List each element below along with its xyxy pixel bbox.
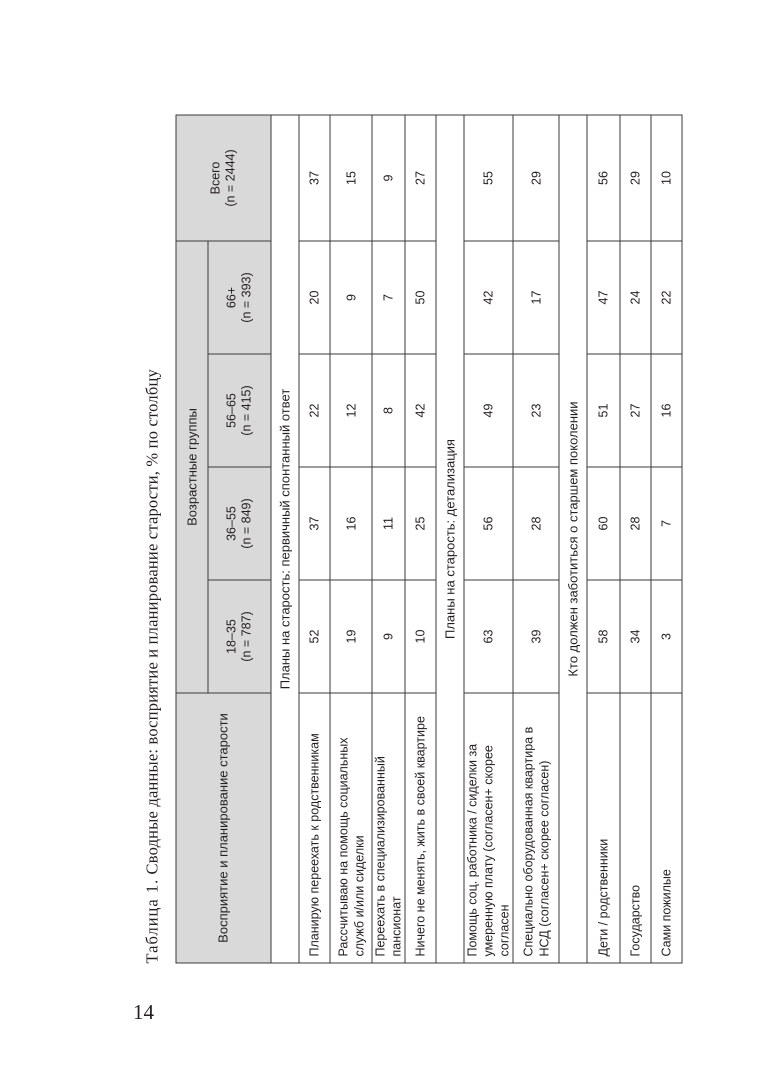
cell-value: 22 — [299, 354, 330, 467]
row-label: Сами пожилые — [651, 693, 682, 963]
cell-value: 27 — [405, 115, 436, 241]
age-group-n: (n = 787) — [239, 610, 253, 662]
cell-value: 27 — [620, 354, 651, 467]
section-title: Планы на старость: детализация — [436, 115, 464, 963]
cell-value: 9 — [372, 580, 405, 693]
summary-table — [175, 114, 682, 963]
cell-value: 37 — [299, 467, 330, 580]
cell-value: 9 — [330, 241, 372, 354]
cell-value: 42 — [405, 354, 436, 467]
cell-value: 51 — [587, 354, 620, 467]
cell-value: 19 — [330, 580, 372, 693]
cell-value: 28 — [513, 467, 559, 580]
cell-value: 34 — [620, 580, 651, 693]
header-age-group — [208, 354, 271, 467]
row-label: Ничего не менять, жить в своей квартире — [405, 693, 436, 963]
cell-value: 7 — [372, 241, 405, 354]
cell-value: 39 — [513, 580, 559, 693]
header-row-label: Восприятие и планирование старости — [176, 693, 271, 963]
section-title: Кто должен заботиться о старшем поколении — [559, 115, 587, 963]
cell-value: 29 — [620, 115, 651, 241]
cell-value: 25 — [405, 467, 436, 580]
cell-value: 49 — [464, 354, 513, 467]
age-group-range: 36–55 — [224, 505, 238, 541]
cell-value: 20 — [299, 241, 330, 354]
age-group-range: 56–65 — [224, 392, 238, 428]
cell-value: 17 — [513, 241, 559, 354]
table-row — [464, 115, 513, 963]
section-title: Планы на старость: первичный спонтанный ответ — [271, 115, 299, 963]
row-label: Помощь соц. работника / сиделки за умеренную плату (согласен+ скорее согласен — [464, 693, 513, 963]
cell-value: 50 — [405, 241, 436, 354]
cell-value: 29 — [513, 115, 559, 241]
table-row — [405, 115, 436, 963]
cell-value: 11 — [372, 467, 405, 580]
cell-value: 12 — [330, 354, 372, 467]
table-row — [620, 115, 651, 963]
row-label: Дети / родственники — [587, 693, 620, 963]
cell-value: 23 — [513, 354, 559, 467]
header-total-n: (n = 2444) — [223, 148, 237, 207]
row-label: Планирую переехать к родственникам — [299, 693, 330, 963]
age-group-n: (n = 393) — [239, 271, 253, 323]
header-total-label: Всего — [208, 161, 222, 194]
cell-value: 60 — [587, 467, 620, 580]
cell-value: 7 — [651, 467, 682, 580]
row-label: Переехать в специализированный пансионат — [372, 693, 405, 963]
cell-value: 15 — [330, 115, 372, 241]
cell-value: 58 — [587, 580, 620, 693]
cell-value: 10 — [651, 115, 682, 241]
age-group-range: 18–35 — [224, 618, 238, 654]
cell-value: 55 — [464, 115, 513, 241]
cell-value: 56 — [587, 115, 620, 241]
table-row — [513, 115, 559, 963]
header-age-groups: Возрастные группы — [176, 241, 208, 693]
table-row — [330, 115, 372, 963]
cell-value: 56 — [464, 467, 513, 580]
row-label: Рассчитываю на помощь социальных служб и/или сиделки — [330, 693, 372, 963]
header-total — [176, 115, 271, 241]
age-group-n: (n = 415) — [239, 384, 253, 436]
row-label: Специально оборудованная квартира в НСД (согласен+ скорее согласен) — [513, 693, 559, 963]
table-row — [587, 115, 620, 963]
table-caption — [142, 115, 162, 963]
table-caption-text: Сводные данные: восприятие и планирование старости, % по столбцу — [142, 368, 161, 874]
cell-value: 16 — [330, 467, 372, 580]
row-label: Государство — [620, 693, 651, 963]
age-group-range: 66+ — [224, 286, 238, 308]
age-group-n: (n = 849) — [239, 497, 253, 549]
header-age-group — [208, 241, 271, 354]
cell-value: 28 — [620, 467, 651, 580]
cell-value: 52 — [299, 580, 330, 693]
cell-value: 22 — [651, 241, 682, 354]
cell-value: 37 — [299, 115, 330, 241]
rotated-table-block — [140, 115, 673, 963]
table-row — [372, 115, 405, 963]
header-age-group — [208, 580, 271, 693]
cell-value: 10 — [405, 580, 436, 693]
page-number: 14 — [133, 1000, 154, 1024]
cell-value: 24 — [620, 241, 651, 354]
table-row — [651, 115, 682, 963]
table-row — [299, 115, 330, 963]
cell-value: 8 — [372, 354, 405, 467]
cell-value: 42 — [464, 241, 513, 354]
cell-value: 3 — [651, 580, 682, 693]
table-caption-prefix: Таблица 1. — [142, 878, 161, 963]
header-age-group — [208, 467, 271, 580]
cell-value: 63 — [464, 580, 513, 693]
cell-value: 9 — [372, 115, 405, 241]
cell-value: 16 — [651, 354, 682, 467]
cell-value: 47 — [587, 241, 620, 354]
